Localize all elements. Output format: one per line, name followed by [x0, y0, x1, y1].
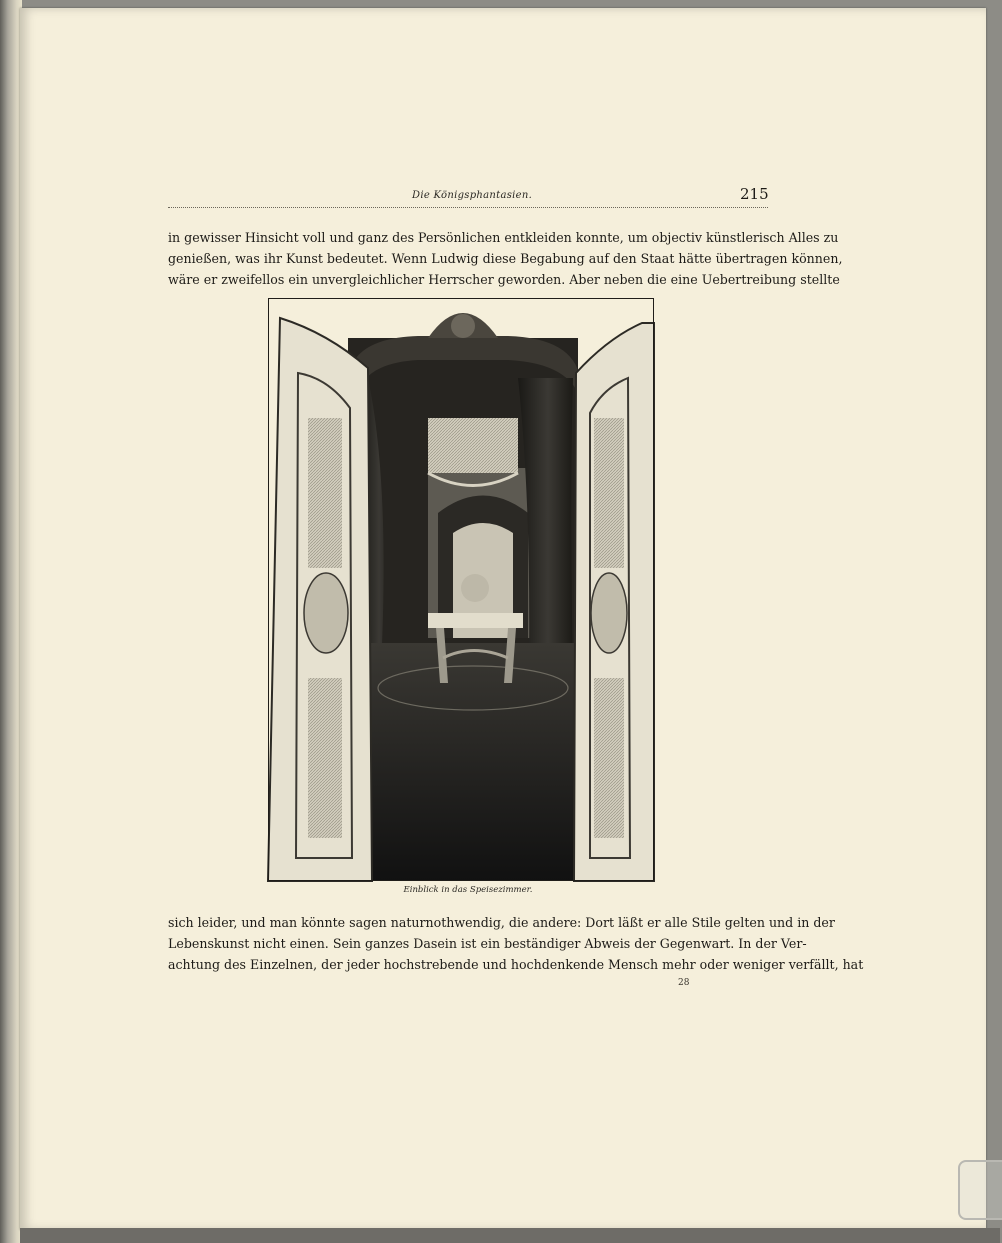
- text-line: genießen, was ihr Kunst bedeutet. Wenn Ludwig diese Begabung auf den Staat hätte übertragen können,: [168, 251, 843, 266]
- page-clip: [958, 1160, 1002, 1220]
- body-text-top: [168, 227, 843, 290]
- body-text-bottom: [168, 912, 864, 975]
- page-number: 215: [740, 185, 769, 203]
- text-line: achtung des Einzelnen, der jeder hochstrebende und hochdenkende Mensch mehr oder weniger verfällt, hat: [168, 957, 864, 972]
- printer-signature: 28: [678, 978, 690, 988]
- text-line: in gewisser Hinsicht voll und ganz des Persönlichen entkleiden konnte, um objectiv künstlerisch Alles zu: [168, 230, 839, 245]
- text-line: Lebenskunst nicht einen. Sein ganzes Dasein ist ein beständiger Abweis der Gegenwart. In der Ver-: [168, 936, 807, 951]
- text-line: sich leider, und man könnte sagen naturnothwendig, die andere: Dort läßt er alle Stile gelten und in der: [168, 915, 835, 930]
- dining-room-engraving: [268, 298, 654, 881]
- text-line: wäre er zweifellos ein unvergleichlicher Herrscher geworden. Aber neben die eine Uebertreibung stellte: [168, 272, 840, 287]
- book-spine: [0, 0, 22, 1243]
- page-bottom-edge: [20, 1228, 1000, 1243]
- running-title: Die Königsphantasien.: [412, 190, 533, 201]
- figure-caption: Einblick in das Speisezimmer.: [403, 885, 533, 895]
- header-rule: [168, 207, 768, 208]
